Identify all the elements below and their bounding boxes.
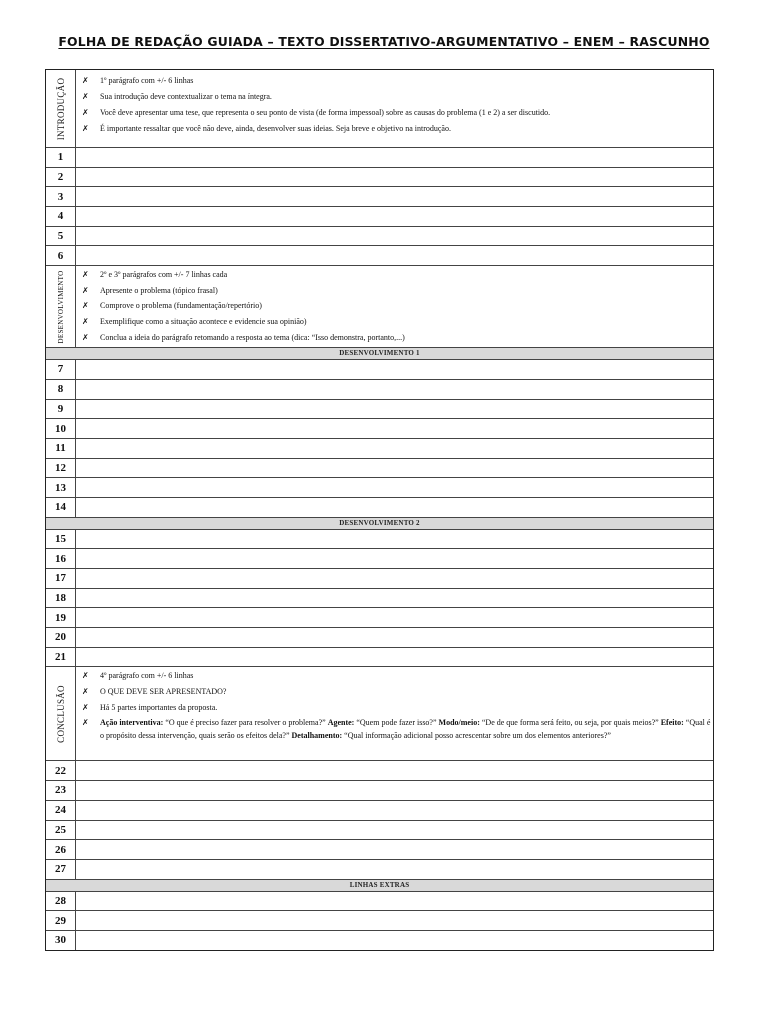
development-bullets [76, 266, 713, 347]
line-number: 9 [46, 400, 76, 419]
conclusion-bullets [76, 667, 713, 760]
writing-space[interactable] [76, 840, 713, 859]
introduction-label: INTRODUÇÃO [55, 77, 66, 140]
writing-space[interactable] [76, 419, 713, 438]
x-mark-icon: ✗ [82, 702, 89, 712]
introduction-instructions [46, 70, 713, 147]
writing-space[interactable] [76, 628, 713, 647]
x-mark-icon: ✗ [82, 108, 89, 117]
line-number: 14 [46, 498, 76, 517]
line-number: 7 [46, 360, 76, 379]
writing-line[interactable] [46, 477, 713, 497]
writing-space[interactable] [76, 860, 713, 879]
line-number: 28 [46, 892, 76, 911]
bullet-item: ✗ Há 5 partes importantes da proposta. [82, 700, 713, 716]
conclusion-lines [46, 760, 713, 878]
writing-line[interactable] [46, 568, 713, 588]
line-number: 29 [46, 911, 76, 930]
conclusion-label: CONCLUSÃO [55, 685, 66, 743]
writing-line[interactable] [46, 497, 713, 517]
bullet-item: ✗ Conclua a ideia do parágrafo retomando a resposta ao tema (dica: “Isso demonstra, portanto,...) [82, 330, 713, 346]
introduction-side-label [46, 70, 76, 147]
writing-space[interactable] [76, 478, 713, 497]
writing-space[interactable] [76, 821, 713, 840]
writing-line[interactable] [46, 167, 713, 187]
bullet-item: ✗ Você deve apresentar uma tese, que representa o seu ponto de vista (de forma impessoal) sobre as causas do problema (1 e 2) a ser discutido. [82, 105, 713, 121]
writing-line[interactable] [46, 359, 713, 379]
bullet-item: ✗ É importante ressaltar que você não deve, ainda, desenvolver suas ideias. Seja breve e objetivo na introdução. [82, 121, 713, 137]
x-mark-icon: ✗ [82, 92, 89, 101]
bullet-item: ✗ Sua introdução deve contextualizar o tema na íntegra. [82, 89, 713, 105]
writing-line[interactable] [46, 800, 713, 820]
line-number: 15 [46, 530, 76, 549]
writing-line[interactable] [46, 206, 713, 226]
writing-line[interactable] [46, 399, 713, 419]
line-number: 22 [46, 761, 76, 780]
writing-space[interactable] [76, 931, 713, 950]
writing-line[interactable] [46, 379, 713, 399]
writing-space[interactable] [76, 549, 713, 568]
writing-line[interactable] [46, 438, 713, 458]
line-number: 6 [46, 246, 76, 265]
line-number: 21 [46, 648, 76, 667]
development-1-band: DESENVOLVIMENTO 1 [46, 347, 713, 359]
writing-line[interactable] [46, 418, 713, 438]
writing-line[interactable] [46, 607, 713, 627]
writing-line[interactable] [46, 226, 713, 246]
x-mark-icon: ✗ [82, 332, 89, 342]
x-mark-icon: ✗ [82, 687, 89, 697]
writing-line[interactable] [46, 820, 713, 840]
line-number: 4 [46, 207, 76, 226]
writing-line[interactable] [46, 245, 713, 265]
writing-line[interactable] [46, 529, 713, 549]
line-number: 17 [46, 569, 76, 588]
writing-space[interactable] [76, 589, 713, 608]
writing-space[interactable] [76, 246, 713, 265]
development-2-lines [46, 529, 713, 667]
introduction-bullets [76, 70, 713, 147]
introduction-lines [46, 147, 713, 265]
essay-sheet [45, 69, 714, 951]
writing-space[interactable] [76, 360, 713, 379]
writing-space[interactable] [76, 459, 713, 478]
line-number: 30 [46, 931, 76, 950]
writing-space[interactable] [76, 439, 713, 458]
bullet-item: ✗ Exemplifique como a situação acontece e evidencie sua opinião) [82, 314, 713, 330]
writing-space[interactable] [76, 227, 713, 246]
line-number: 5 [46, 227, 76, 246]
bullet-item: ✗ O QUE DEVE SER APRESENTADO? [82, 684, 713, 700]
development-side-label [46, 266, 76, 347]
x-mark-icon: ✗ [82, 671, 89, 681]
bullet-item-proposal: ✗ Ação interventiva: “O que é preciso fazer para resolver o problema?” Agente: “Quem pode fazer isso?” Modo/meio: “De de que forma será feito, ou seja, por quais meios?” Efeito: “Qual é o propósito dessa intervenção, quais serão os efeitos dela?” Detalhamento: “Qual informação adicional posso acrescentar sobre um dos elementos anteriores?” [82, 715, 713, 745]
writing-space[interactable] [76, 380, 713, 399]
development-2-band: DESENVOLVIMENTO 2 [46, 517, 713, 529]
writing-line[interactable] [46, 147, 713, 167]
writing-space[interactable] [76, 207, 713, 226]
x-mark-icon: ✗ [82, 301, 89, 311]
writing-line[interactable] [46, 186, 713, 206]
line-number: 3 [46, 187, 76, 206]
extra-lines [46, 891, 713, 950]
writing-space[interactable] [76, 569, 713, 588]
writing-space[interactable] [76, 187, 713, 206]
x-mark-icon: ✗ [82, 76, 89, 85]
writing-space[interactable] [76, 148, 713, 167]
line-number: 1 [46, 148, 76, 167]
bullet-item: ✗ Apresente o problema (tópico frasal) [82, 283, 713, 299]
line-number: 16 [46, 549, 76, 568]
writing-line[interactable] [46, 859, 713, 879]
development-label: DESENVOLVIMENTO [56, 270, 65, 344]
writing-space[interactable] [76, 498, 713, 517]
writing-line[interactable] [46, 930, 713, 950]
line-number: 12 [46, 459, 76, 478]
line-number: 24 [46, 801, 76, 820]
writing-line[interactable] [46, 760, 713, 780]
line-number: 11 [46, 439, 76, 458]
line-number: 26 [46, 840, 76, 859]
writing-line[interactable] [46, 910, 713, 930]
line-number: 20 [46, 628, 76, 647]
writing-line[interactable] [46, 891, 713, 911]
writing-space[interactable] [76, 400, 713, 419]
x-mark-icon: ✗ [82, 718, 89, 728]
line-number: 2 [46, 168, 76, 187]
writing-line[interactable] [46, 548, 713, 568]
writing-space[interactable] [76, 530, 713, 549]
writing-space[interactable] [76, 648, 713, 667]
conclusion-instructions [46, 666, 713, 760]
extra-lines-band: LINHAS EXTRAS [46, 879, 713, 891]
development-instructions [46, 265, 713, 347]
writing-line[interactable] [46, 647, 713, 667]
writing-space[interactable] [76, 911, 713, 930]
x-mark-icon: ✗ [82, 285, 89, 295]
bullet-item: ✗ 2º e 3º parágrafos com +/- 7 linhas cada [82, 267, 713, 283]
writing-line[interactable] [46, 458, 713, 478]
writing-space[interactable] [76, 781, 713, 800]
conclusion-side-label [46, 667, 76, 760]
writing-line[interactable] [46, 588, 713, 608]
writing-space[interactable] [76, 801, 713, 820]
development-1-lines [46, 359, 713, 517]
writing-space[interactable] [76, 168, 713, 187]
writing-space[interactable] [76, 761, 713, 780]
line-number: 27 [46, 860, 76, 879]
line-number: 18 [46, 589, 76, 608]
writing-line[interactable] [46, 627, 713, 647]
line-number: 10 [46, 419, 76, 438]
writing-space[interactable] [76, 892, 713, 911]
writing-space[interactable] [76, 608, 713, 627]
line-number: 13 [46, 478, 76, 497]
line-number: 25 [46, 821, 76, 840]
x-mark-icon: ✗ [82, 270, 89, 280]
line-number: 19 [46, 608, 76, 627]
bullet-item: ✗ 1º parágrafo com +/- 6 linhas [82, 73, 713, 89]
line-number: 8 [46, 380, 76, 399]
line-number: 23 [46, 781, 76, 800]
page-title: FOLHA DE REDAÇÃO GUIADA – TEXTO DISSERTATIVO-ARGUMENTATIVO – ENEM – RASCUNHO [58, 34, 710, 49]
writing-line[interactable] [46, 839, 713, 859]
bullet-item: ✗ 4º parágrafo com +/- 6 linhas [82, 668, 713, 684]
x-mark-icon: ✗ [82, 316, 89, 326]
x-mark-icon: ✗ [82, 124, 89, 133]
writing-line[interactable] [46, 780, 713, 800]
bullet-item: ✗ Comprove o problema (fundamentação/repertório) [82, 298, 713, 314]
